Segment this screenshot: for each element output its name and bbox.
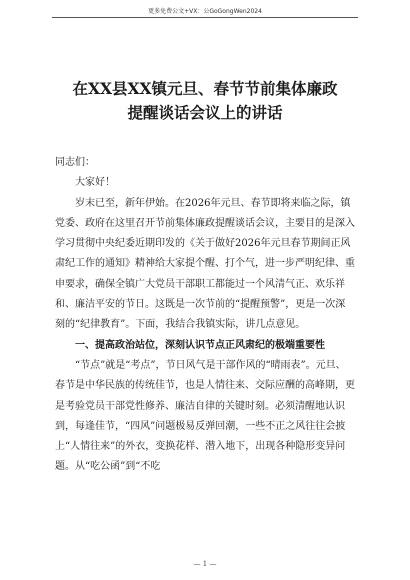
document-title (40, 77, 370, 125)
section-heading-1: 一、提高政治站位，深刻认识节点正风肃纪的极端重要性 (75, 339, 325, 351)
header-divider (52, 17, 358, 18)
header-note: 更多免费公文+VX：公GoGongWen2024 (148, 8, 262, 15)
paragraph-intro: 岁末已至，新年伊始。在2026年元旦、春节即将来临之际，镇党委、政府在这里召开节前集体廉政提醒谈话会议，主要目的是深入学习贯彻中央纪委近期印发的《关于做好2026年元旦春节期间正风肃纪工作的通知》精神给大家提个醒、打个气，进一步严明纪律、重申要求，确保全镇广大党员干部职工都能过一个风清气正、欢乐祥和、廉洁平安的节日。这既是一次节前的“提醒预警”，更是一次深刻的“纪律教育”。下面，我结合我镇实际，讲几点意见。 (55, 197, 355, 331)
greeting: 大家好！ (75, 177, 115, 189)
document-body (55, 153, 355, 478)
page-number: — 1 — (193, 560, 217, 568)
paragraph-section-1: “节点”就是“考点”，节日风气是干部作风的“晴雨表”。元旦、春节是中华民族的传统佳节，也是人情往来、交际应酬的高峰期，更是考验党员干部党性修养、廉洁自律的关键时刻。必须清醒地认识到，每逢佳节，“四风”问题极易反弹回潮，一些不正之风往往会披上“人情往来”的外衣，变换花样、潜入地下，出现各种隐形变异问题。从“吃公函”到“不吃 (55, 359, 355, 473)
salutation: 同志们： (55, 157, 95, 168)
title-line-1: 在XX县XX镇元旦、春节节前集体廉政 (72, 79, 338, 98)
title-line-2: 提醒谈话会议上的讲话 (127, 103, 283, 122)
